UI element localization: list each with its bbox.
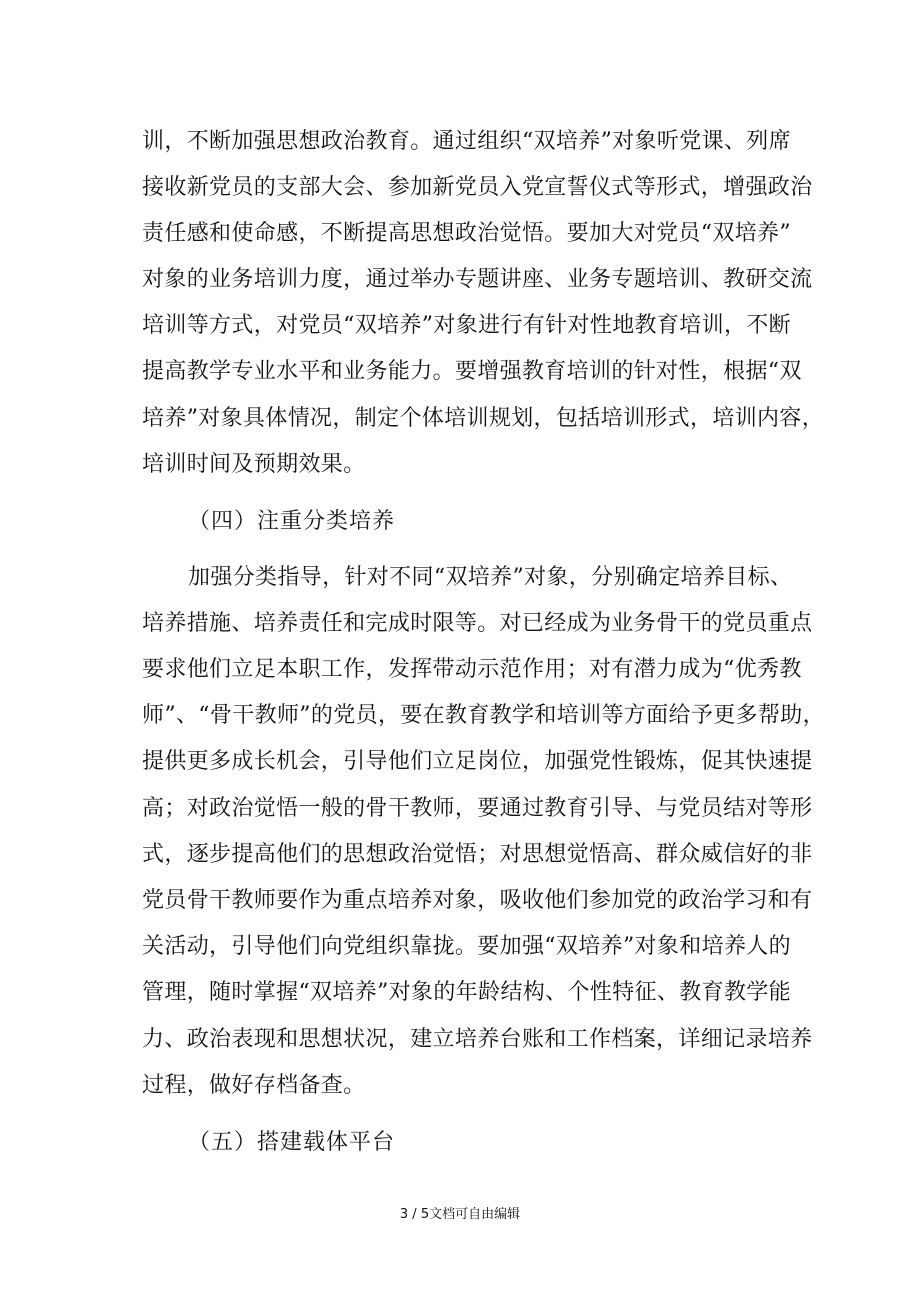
section-heading: （五）搭建载体平台 (188, 1130, 396, 1155)
paragraph-line: 培养措施、培养责任和完成时限等。对已经成为业务骨干的党员重点 (142, 611, 813, 636)
paragraph-line: 管理，随时掌握“双培养”对象的年龄结构、个性特征、教育教学能 (142, 980, 791, 1005)
paragraph-line: 关活动，引导他们向党组织靠拢。要加强“双培养”对象和培养人的 (142, 934, 791, 959)
paragraph-line: 培训时间及预期效果。 (142, 452, 366, 477)
section-heading: （四）注重分类培养 (188, 509, 396, 534)
paragraph-line: 责任感和使命感，不断提高思想政治觉悟。要加大对党员“双培养” (142, 221, 791, 246)
paragraph-line: 力、政治表现和思想状况，建立培养台账和工作档案，详细记录培养 (142, 1027, 813, 1052)
paragraph-line: 提供更多成长机会，引导他们立足岗位，加强党性锻炼，促其快速提 (142, 749, 813, 774)
paragraph-line: 加强分类指导，针对不同“双培养”对象，分别确定培养目标、 (188, 565, 793, 590)
paragraph-line: 式，逐步提高他们的思想政治觉悟；对思想觉悟高、群众威信好的非 (142, 842, 813, 867)
paragraph-line: 师”、“骨干教师”的党员，要在教育教学和培训等方面给予更多帮助， (142, 703, 825, 728)
paragraph-line: 党员骨干教师要作为重点培养对象，吸收他们参加党的政治学习和有 (142, 888, 813, 913)
paragraph-line: 高；对政治觉悟一般的骨干教师，要通过教育引导、与党员结对等形 (142, 796, 813, 821)
paragraph-line: 对象的业务培训力度，通过举办专题讲座、业务专题培训、教研交流 (142, 267, 813, 292)
paragraph-line: 培训等方式，对党员“双培养”对象进行有针对性地教育培训，不断 (142, 313, 791, 338)
paragraph-line: 要求他们立足本职工作，发挥带动示范作用；对有潜力成为“优秀教 (142, 657, 802, 682)
paragraph-line: 过程，做好存档备查。 (142, 1073, 366, 1098)
paragraph-line: 培养”对象具体情况，制定个体培训规划，包括培训形式，培训内容， (142, 406, 825, 431)
paragraph-line: 接收新党员的支部大会、参加新党员入党宣誓仪式等形式，增强政治 (142, 175, 813, 200)
paragraph-line: 提高教学专业水平和业务能力。要增强教育培训的针对性，根据“双 (142, 359, 802, 384)
page-footer: 3 / 5文档可自由编辑 (399, 1207, 521, 1222)
paragraph-line: 训，不断加强思想政治教育。通过组织“双培养”对象听党课、列席 (142, 129, 791, 154)
